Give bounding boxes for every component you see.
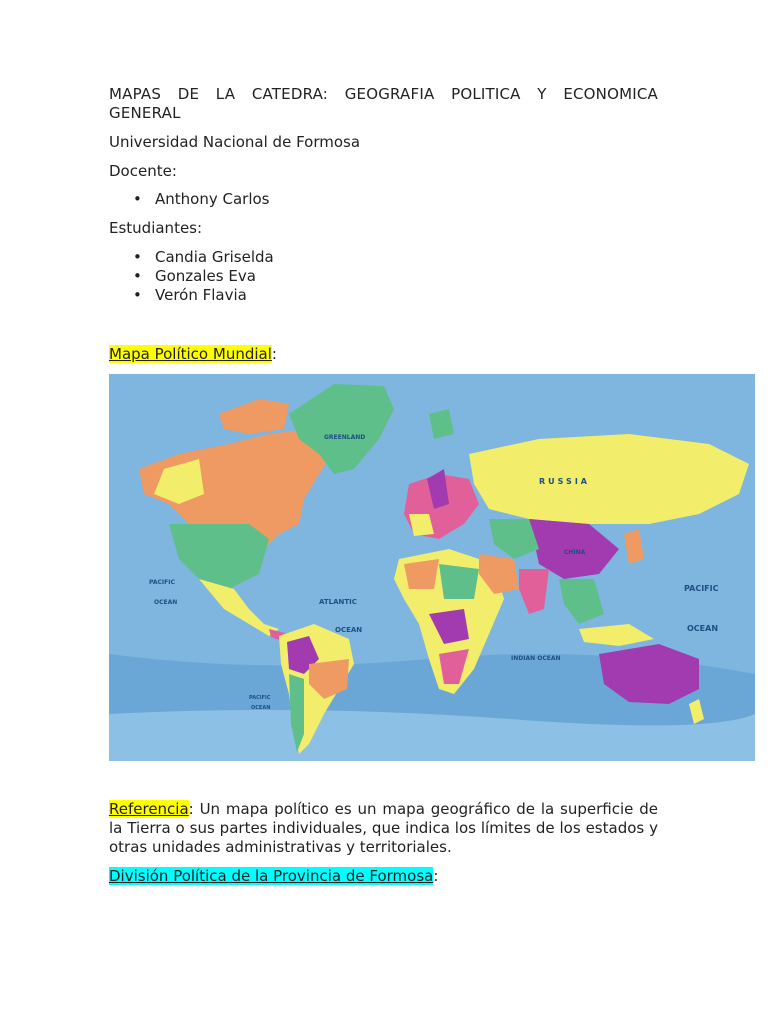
referencia-paragraph	[109, 800, 658, 857]
division-section-heading	[109, 867, 658, 886]
map-label-pacific-south-ocean: OCEAN	[251, 705, 271, 711]
map-label-pacific-right-ocean: OCEAN	[687, 624, 719, 633]
estudiantes-label: Estudiantes:	[109, 219, 203, 237]
map-label-atlantic: ATLANTIC	[319, 598, 357, 606]
map-label-pacific-left-ocean: OCEAN	[154, 599, 178, 606]
division-heading-highlight: División Política de la Provincia de Formosa	[109, 867, 434, 885]
list-item: • Gonzales Eva	[155, 267, 274, 286]
map-label-pacific-left: PACIFIC	[149, 579, 175, 586]
map-label-greenland: GREENLAND	[324, 434, 366, 441]
list-item: • Candia Griselda	[155, 248, 274, 267]
document-title	[109, 85, 658, 123]
map-heading-suffix: :	[271, 345, 277, 363]
estudiantes-list	[109, 248, 274, 305]
map-heading-highlight: Mapa Político Mundial	[109, 345, 272, 363]
map-label-indian-ocean: INDIAN OCEAN	[511, 655, 561, 662]
map-label-china: CHINA	[564, 549, 586, 556]
list-item: • Verón Flavia	[155, 286, 274, 305]
list-item: • Anthony Carlos	[155, 190, 269, 209]
map-section-heading	[109, 345, 658, 364]
referencia-text: : Un mapa político es un mapa geográfico de la superficie de la Tierra o sus partes individuales, que indica los límites de los estados y otras unidades administrativas y territoriales.	[109, 800, 658, 856]
map-label-pacific-south: PACIFIC	[249, 695, 271, 701]
docente-list	[109, 190, 269, 209]
university-name: Universidad Nacional de Formosa	[109, 133, 361, 151]
division-heading-suffix: :	[433, 867, 439, 885]
docente-label: Docente:	[109, 162, 177, 180]
title-line-1: MAPAS DE LA CATEDRA: GEOGRAFIA POLITICA Y ECONOMICA	[109, 85, 658, 103]
world-political-map	[109, 374, 755, 761]
referencia-label: Referencia	[109, 800, 189, 818]
title-line-2: GENERAL	[109, 104, 181, 122]
map-label-pacific-right: PACIFIC	[684, 584, 719, 593]
north-africa-west	[404, 559, 439, 589]
north-africa-east	[439, 564, 479, 599]
map-label-atlantic-ocean: OCEAN	[335, 626, 363, 634]
world-map-svg	[109, 374, 755, 761]
map-label-russia: RUSSIA	[539, 477, 590, 486]
